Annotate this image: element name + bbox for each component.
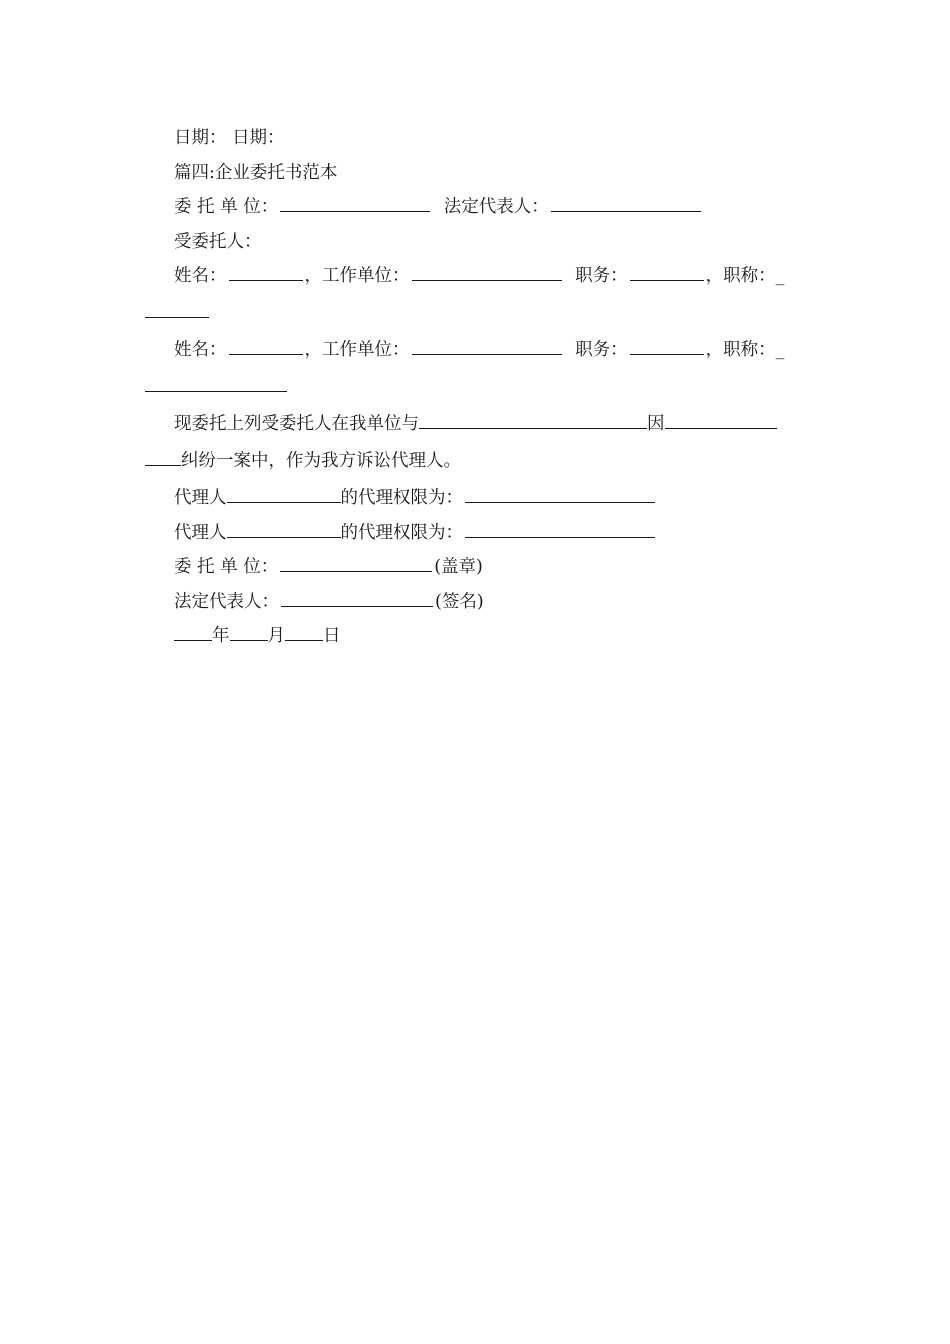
sign-rep-label: 法定代表人： bbox=[174, 591, 279, 612]
duty-blank[interactable] bbox=[630, 353, 704, 355]
year-blank[interactable] bbox=[174, 639, 212, 641]
work-blank[interactable] bbox=[412, 353, 562, 355]
agent-scope-blank[interactable] bbox=[465, 536, 655, 538]
month-label: 月 bbox=[267, 626, 285, 646]
case-paragraph-line-1 bbox=[145, 407, 805, 444]
dates-text: 日期： 日期： bbox=[174, 128, 285, 148]
agent-scope-blank[interactable] bbox=[465, 501, 655, 503]
unit-label: 委 托 单 位： bbox=[174, 197, 279, 217]
agent-row-1 bbox=[145, 481, 805, 516]
work-label: ，工作单位： bbox=[304, 266, 410, 286]
date-row bbox=[145, 619, 805, 654]
title-blank[interactable] bbox=[145, 316, 209, 318]
duty-label: 职务： bbox=[575, 340, 628, 360]
section-heading bbox=[145, 156, 805, 191]
agent-scope-label: 的代理权限为： bbox=[340, 488, 463, 508]
duty-blank[interactable] bbox=[630, 279, 704, 281]
name-blank[interactable] bbox=[229, 353, 303, 355]
title-blank[interactable] bbox=[145, 390, 287, 392]
agent-scope-label: 的代理权限为： bbox=[340, 522, 463, 543]
case-text-b: 因 bbox=[647, 414, 665, 434]
agent-label: 代理人 bbox=[174, 488, 227, 508]
agent-row-2 bbox=[145, 516, 805, 551]
title-label: ，职称：_ bbox=[705, 340, 785, 360]
person-row-1 bbox=[145, 259, 805, 296]
agent-name-blank[interactable] bbox=[227, 501, 341, 503]
trustee-heading bbox=[145, 225, 805, 260]
sign-rep-blank[interactable] bbox=[281, 605, 433, 607]
work-label: ，工作单位： bbox=[304, 340, 410, 360]
reason-blank[interactable] bbox=[665, 427, 777, 429]
month-blank[interactable] bbox=[230, 639, 268, 641]
title-label: ，职称：_ bbox=[705, 266, 785, 286]
dates-line bbox=[145, 121, 805, 156]
case-text-a: 现委托上列受委托人在我单位与 bbox=[174, 414, 419, 434]
work-blank[interactable] bbox=[412, 279, 562, 281]
seal-unit-label: 委 托 单 位： bbox=[174, 557, 279, 577]
name-label: 姓名： bbox=[174, 266, 227, 286]
duty-label: 职务： bbox=[575, 266, 628, 286]
person-row-2 bbox=[145, 333, 805, 370]
agent-name-blank[interactable] bbox=[227, 536, 341, 538]
day-label: 日 bbox=[323, 626, 341, 646]
sign-suffix: (签名) bbox=[435, 591, 484, 612]
day-blank[interactable] bbox=[285, 639, 323, 641]
rep-blank[interactable] bbox=[551, 210, 701, 212]
name-label: 姓名： bbox=[174, 340, 227, 360]
rep-label: 法定代表人： bbox=[443, 197, 549, 217]
case-paragraph-line-2 bbox=[145, 444, 805, 481]
unit-rep-row bbox=[145, 190, 805, 225]
document-body bbox=[145, 121, 805, 654]
case-text-c: 纠纷一案中，作为我方诉讼代理人。 bbox=[181, 451, 461, 471]
trustee-label: 受委托人： bbox=[174, 231, 262, 252]
sign-row bbox=[145, 585, 805, 620]
agent-label: 代理人 bbox=[174, 522, 227, 543]
person-row-2-continuation bbox=[145, 370, 805, 407]
year-label: 年 bbox=[212, 626, 230, 646]
seal-suffix: (盖章) bbox=[434, 557, 483, 577]
reason-blank-continued[interactable] bbox=[145, 464, 181, 466]
opponent-blank[interactable] bbox=[419, 427, 647, 429]
unit-blank[interactable] bbox=[280, 210, 430, 212]
seal-unit-blank[interactable] bbox=[280, 570, 432, 572]
seal-row bbox=[145, 550, 805, 585]
name-blank[interactable] bbox=[229, 279, 303, 281]
person-row-1-continuation bbox=[145, 296, 805, 333]
heading-text: 篇四:企业委托书范本 bbox=[174, 162, 338, 183]
